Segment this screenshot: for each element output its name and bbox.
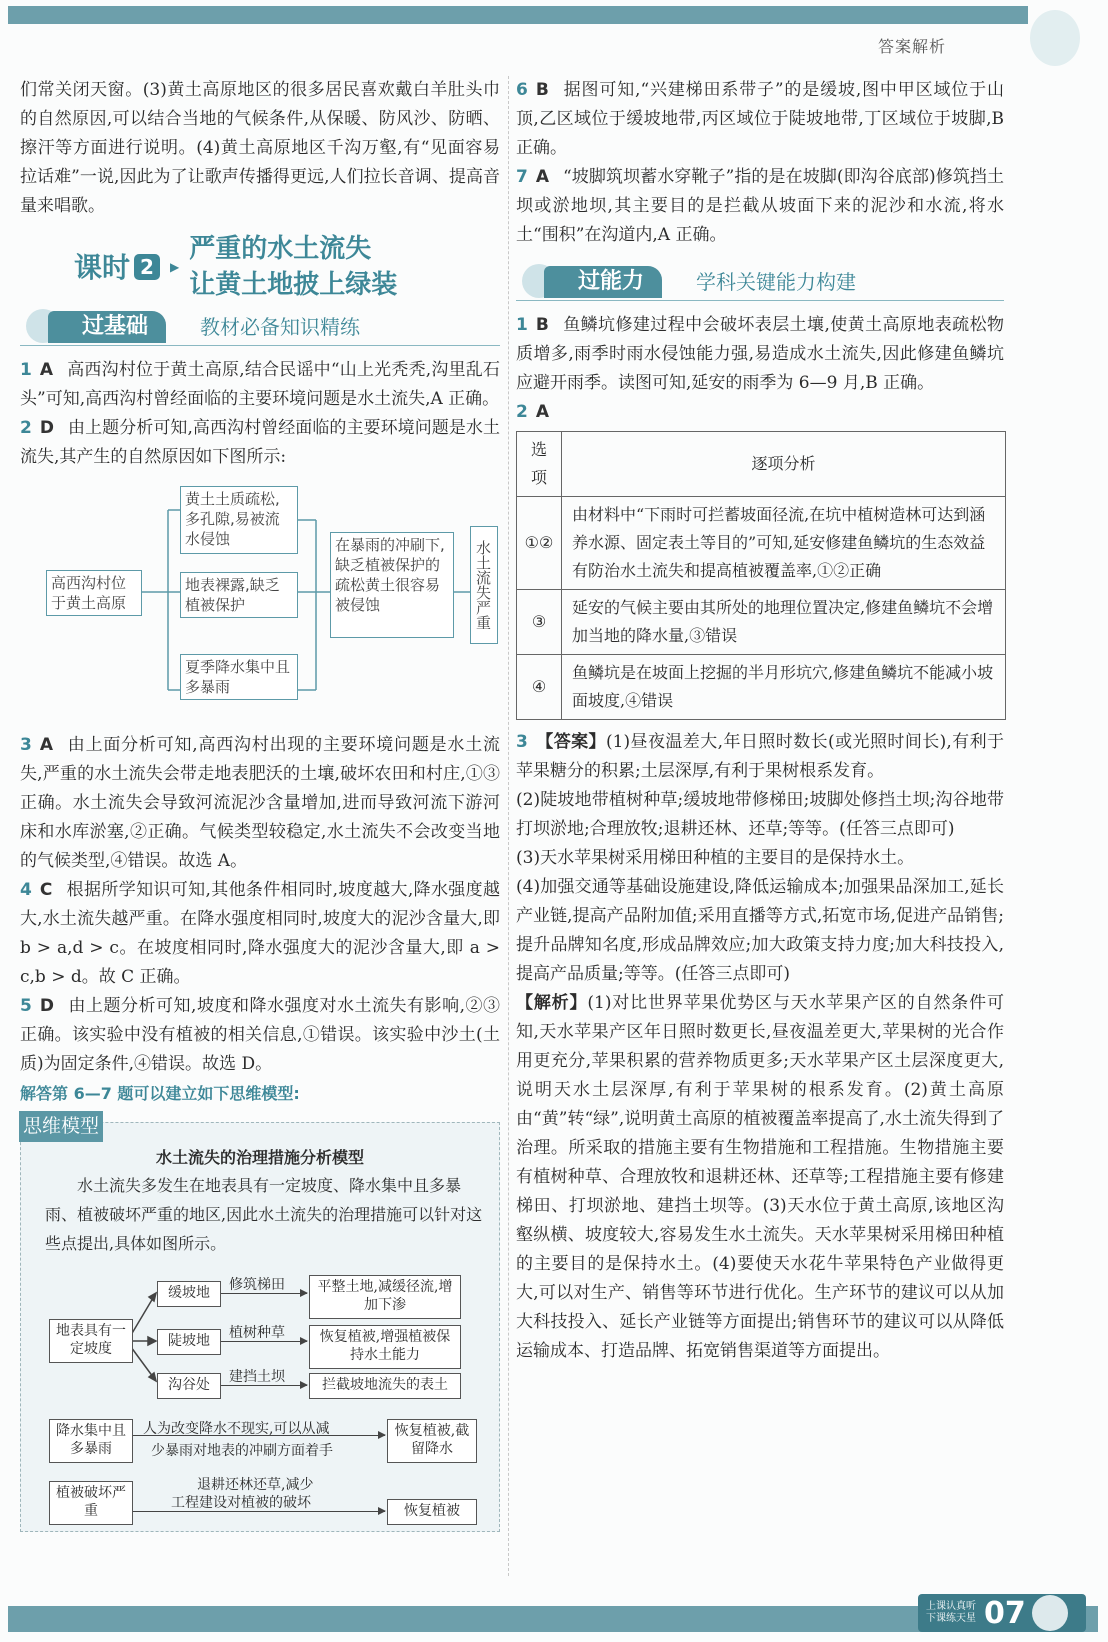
flow-cause-box: 夏季降水集中且多暴雨 — [180, 654, 298, 700]
answer-item — [20, 414, 500, 472]
answer-item — [20, 876, 500, 992]
cause-flowchart — [20, 480, 500, 725]
model-effect-box: 平整土地,减缓径流,增加下渗 — [309, 1275, 461, 1319]
arrow-right-icon — [133, 1435, 385, 1436]
answer-text: (1)昼夜温差大,年日照时数长(或光照时间长),有利于苹果糖分的积累;土层深厚,有利于果树根系发育。 — [516, 732, 1005, 781]
answer-letter: A — [535, 402, 550, 422]
model-title: 水土流失的治理措施分析模型 — [155, 1148, 364, 1167]
table-cell-analysis: 延安的气候主要由其所处的地理位置决定,修建鱼鳞坑不会增加当地的降水量,③错误 — [562, 590, 1006, 655]
table-cell-option: ③ — [517, 590, 562, 655]
answer-item — [20, 992, 500, 1079]
star-mascot-icon — [1032, 1595, 1068, 1631]
table-cell-option: ④ — [517, 655, 562, 720]
answer-letter: A — [39, 360, 54, 380]
question-number: 5 — [20, 996, 32, 1016]
question-number: 3 — [20, 735, 32, 755]
section-tab: 过能力 — [544, 266, 662, 298]
flow-result-box: 水土流失严重 — [470, 526, 498, 644]
analysis-text: (1)对比世界苹果优势区与天水苹果产区的自然条件可知,天水苹果产区年日照时数更长,昼夜温差更大,苹果树的光合作用更充分,苹果积累的营养物质更多;天水苹果产区土层深度更大,说明天水土层深厚,有利于苹果树的根系发育。(2)黄土高原由“黄”转“绿”,说明黄土高原的植被覆盖率提高了,水土流失得到了治理。所采取的措施主要有生物措施和工程措施。生物措施主要有植树种草、合理放牧和退耕还林、还草等;工程措施主要有修建梯田、打坝淤地、建挡土坝等。(3)天水位于黄土高原,该地区沟壑纵横、坡度较大,容易发生水土流失。天水苹果树采用梯田种植的主要目的是保持水土。(4)要使天水花牛苹果特色产业做得更大,可以对生产、销售等环节进行优化。生产环节的建议可以从加大科技投入、延长产业链等方面提出;销售环节的建议可以从降低运输成本、打造品牌、拓宽销售渠道等方面提出。 — [516, 993, 1004, 1361]
model-effect-box: 恢复植被,截留降水 — [387, 1419, 477, 1463]
model-effect-box: 拦截坡地流失的表土 — [309, 1373, 461, 1399]
model-action-label: 少暴雨对地表的冲刷方面着手 — [151, 1443, 333, 1459]
arrow-right-icon — [221, 1385, 307, 1386]
answer-letter: A — [535, 167, 550, 187]
answer-text: 据图可知,“兴建梯田系带子”的是缓坡,图中甲区域位于山顶,乙区域位于缓坡地带,丙区域位于陡坡地带,丁区域位于坡脚,B 正确。 — [516, 80, 1004, 158]
section-desc: 学科关键能力构建 — [696, 270, 856, 294]
model-tag: 思维模型 — [19, 1111, 103, 1142]
model-terrain-box: 缓坡地 — [157, 1281, 221, 1307]
page-badge — [918, 1594, 1086, 1632]
model-terrain-box: 陡坡地 — [157, 1329, 221, 1355]
table-header: 选项 — [517, 432, 562, 497]
section-header-ability — [516, 264, 1004, 301]
flow-cause-box: 地表裸露,缺乏植被保护 — [180, 572, 298, 618]
model-effect-box: 恢复植被 — [387, 1499, 477, 1525]
question-number: 1 — [516, 315, 528, 335]
intro-paragraph: 们常关闭天窗。(3)黄土高原地区的很多居民喜欢戴白羊肚头巾的自然原因,可以结合当地的气候条件,从保暖、防风沙、防晒、擦汗等方面进行说明。(4)黄土高原地区千沟万壑,有“见面容易拉话难”一说,因此为了让歌声传播得更远,人们拉长音调、提高音量来唱歌。 — [20, 80, 500, 216]
model-text: 水土流失多发生在地表具有一定坡度、降水集中且多暴雨、植被破坏严重的地区,因此水土流失的治理措施可以针对这些点提出,具体如图所示。 — [45, 1176, 483, 1253]
answer-text: “坡脚筑坝蓄水穿靴子”指的是在坡脚(即沟谷底部)修筑挡土坝或淤地坝,其主要目的是拦截从坡面下来的泥沙和水流,将水土“围积”在沟道内,A 正确。 — [516, 167, 1004, 245]
table-cell-analysis: 鱼鳞坑是在坡面上挖掘的半月形坑穴,修建鱼鳞坑不能减小坡面坡度,④错误 — [562, 655, 1006, 720]
mascot-icon — [1030, 10, 1080, 66]
page-number: 07 — [984, 1595, 1026, 1631]
model-action-label: 修筑梯田 — [229, 1277, 285, 1293]
question-number: 2 — [20, 418, 32, 438]
model-terrain-box: 沟谷处 — [157, 1373, 221, 1399]
flow-cause-box: 黄土土质疏松,多孔隙,易被流水侵蚀 — [180, 486, 298, 554]
model-action-label: 植树种草 — [229, 1325, 285, 1341]
lesson-label: 课时 — [74, 250, 131, 284]
answer-letter: A — [39, 735, 54, 755]
model-effect-box: 恢复植被,增强植被保持水土能力 — [309, 1325, 461, 1369]
answer-letter: D — [39, 418, 54, 438]
section-tab: 过基础 — [48, 311, 166, 343]
answer-item — [516, 398, 1004, 427]
arrow-right-icon — [133, 1511, 385, 1512]
lesson-number: 2 — [134, 254, 160, 280]
model-action-label: 人为改变降水不现实,可以从减 — [143, 1421, 330, 1437]
analysis-table — [516, 431, 1006, 720]
section-header-basic — [20, 309, 500, 346]
model-root-box: 地表具有一定坡度 — [49, 1319, 133, 1363]
answer-text: 由上题分析可知,坡度和降水强度对水土流失有影响,②③正确。该实验中没有植被的相关信息,①错误。该实验中沙土(土质)为固定条件,④错误。故选 D。 — [20, 996, 500, 1074]
analysis-paragraph — [516, 989, 1004, 1366]
answer-item — [20, 356, 500, 414]
header-title: 答案解析 — [878, 37, 947, 56]
answer-text: (2)陡坡地带植树种草;缓坡地带修梯田;坡脚处修挡土坝;沟谷地带打坝淤地;合理放牧;退耕还林、还草;等等。(任答三点即可) — [516, 790, 1004, 839]
question-number: 1 — [20, 360, 32, 380]
thinking-model-box — [20, 1115, 500, 1532]
lesson-subtitle-line1: 严重的水土流失 — [189, 234, 372, 264]
answer-text: 鱼鳞坑修建过程中会破坏表层土壤,使黄土高原地表疏松物质增多,雨季时雨水侵蚀能力强,易造成水土流失,因此修建鱼鳞坑应避开雨季。读图可知,延安的雨季为 6—9 月,B 正确。 — [516, 315, 1004, 393]
lesson-title — [74, 231, 500, 303]
answer-text: 根据所学知识可知,其他条件相同时,坡度越大,降水强度越大,水土流失越严重。在降水强度相同时,坡度大的泥沙含量大,即 b > a,d > c。在坡度相同时,降水强度大的泥沙含量大,即 a > c,b > d。故 C 正确。 — [20, 880, 500, 987]
table-row — [517, 655, 1006, 720]
model-action-label: 退耕还林还草,减少 — [197, 1477, 314, 1493]
table-row — [517, 497, 1006, 590]
question-number: 2 — [516, 402, 528, 422]
question-number: 6 — [516, 80, 528, 100]
answer-item — [516, 311, 1004, 398]
section-desc: 教材必备知识精练 — [200, 315, 360, 339]
table-cell-option: ①② — [517, 497, 562, 590]
lesson-subtitle — [189, 231, 397, 303]
answer-letter: B — [535, 80, 549, 100]
lesson-subtitle-line2: 让黄土地披上绿装 — [189, 270, 398, 300]
footer-slogan — [926, 1601, 976, 1625]
triangle-right-icon: ▶ — [170, 259, 180, 274]
header-band — [8, 6, 1028, 24]
right-column — [516, 76, 1004, 1366]
answer-text: 由上题分析可知,高西沟村曾经面临的主要环境问题是水土流失,其产生的自然原因如下图所示: — [20, 418, 500, 467]
flow-start-box: 高西沟村位于黄土高原 — [46, 570, 142, 616]
model-cause-box: 降水集中且多暴雨 — [49, 1419, 133, 1463]
arrow-right-icon — [221, 1293, 307, 1294]
flow-middle-box: 在暴雨的冲刷下,缺乏植被保护的疏松黄土很容易被侵蚀 — [330, 532, 454, 638]
left-column — [20, 76, 500, 1532]
answer-item — [516, 163, 1004, 250]
answer-text: 高西沟村位于黄土高原,结合民谣中“山上光秃秃,沟里乱石头”可知,高西沟村曾经面临的主要环境问题是水土流失,A 正确。 — [20, 360, 500, 409]
column-divider — [508, 76, 509, 1576]
slogan-line2: 下课练天星 — [926, 1613, 976, 1624]
arrow-right-icon — [221, 1341, 307, 1342]
model-action-label: 建挡土坝 — [229, 1369, 285, 1385]
model-cause-box: 植被破坏严重 — [49, 1481, 133, 1525]
question-number: 7 — [516, 167, 528, 187]
answer-letter: C — [39, 880, 53, 900]
answer-label: 【答案】 — [535, 732, 606, 752]
table-row — [517, 590, 1006, 655]
table-header: 逐项分析 — [562, 432, 1006, 497]
table-header-row — [517, 432, 1006, 497]
answer-text: (4)加强交通等基础设施建设,降低运输成本;加强果品深加工,延长产业链,提高产品附加值;采用直播等方式,拓宽市场,促进产品销售;提升品牌知名度,形成品牌效应;加大政策支持力度;加大科技投入,提高产品质量;等等。(任答三点即可) — [516, 877, 1004, 984]
answer-item — [516, 76, 1004, 163]
question-number: 4 — [20, 880, 32, 900]
answer-letter: B — [535, 315, 549, 335]
table-cell-analysis: 由材料中“下雨时可拦蓄坡面径流,在坑中植树造林可达到涵养水源、固定表土等目的”可知,延安修建鱼鳞坑的生态效益有防治水土流失和提高植被覆盖率,①②正确 — [562, 497, 1006, 590]
question-number: 3 — [516, 732, 528, 752]
answer-letter: D — [39, 996, 54, 1016]
slogan-line1: 上课认真听 — [926, 1601, 976, 1612]
model-action-label: 工程建设对植被的破坏 — [171, 1495, 311, 1511]
answer-text: 由上面分析可知,高西沟村出现的主要环境问题是水土流失,严重的水土流失会带走地表肥沃的土壤,破坏农田和村庄,①③正确。水土流失会导致河流泥沙含量增加,进而导致河流下游河床和水库淤塞,②正确。气候类型较稳定,水土流失不会改变当地的气候类型,④错误。故选 A。 — [20, 735, 500, 871]
answer-text: (3)天水苹果树采用梯田种植的主要目的是保持水土。 — [516, 848, 915, 868]
answer-item — [516, 728, 1004, 786]
answer-item — [20, 731, 500, 876]
model-note: 解答第 6—7 题可以建立如下思维模型: — [20, 1084, 300, 1103]
analysis-label: 【解析】 — [516, 993, 588, 1013]
